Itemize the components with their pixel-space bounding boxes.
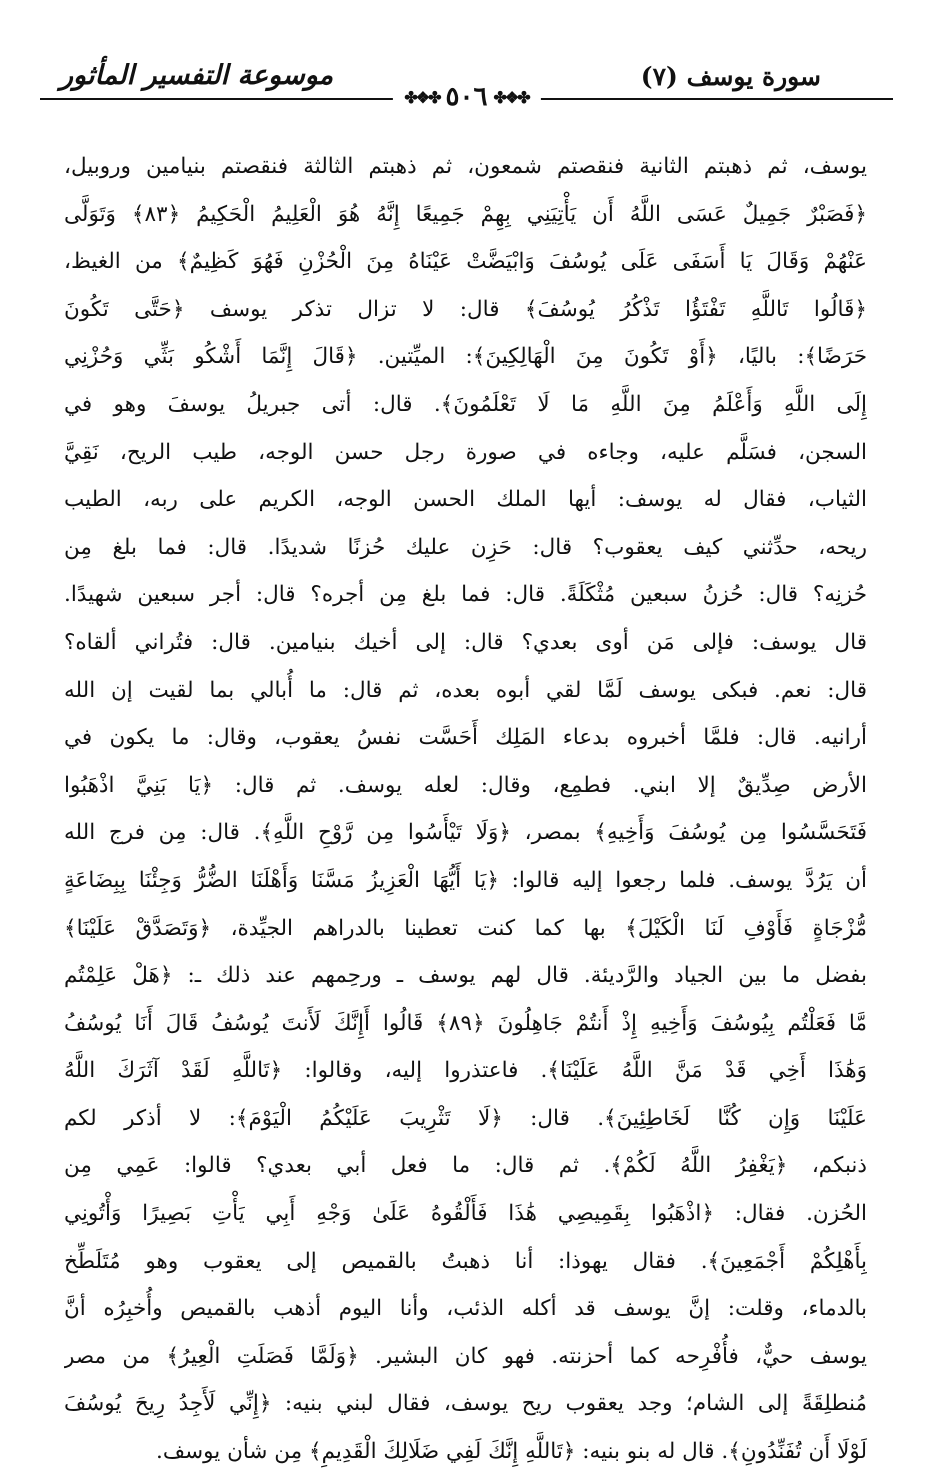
page-number-frame [392, 82, 540, 112]
page-header [40, 52, 893, 112]
text-line: أرانيه. قال: فلمَّا أخبروه بدعاء المَلِك أَحَسَّت نفسُ يعقوب، وقال: ما يكون في [64, 725, 867, 751]
page-number: ٥٠٦ [445, 82, 488, 112]
text-line: بِأَهْلِكُمْ أَجْمَعِينَ﴾. فقال يهوذا: أنا ذهبتُ بالقميص إلى يعقوب وهو مُتَلَطِّخ [64, 1248, 867, 1274]
text-line: الحُزن. فقال: ﴿اذْهَبُوا بِقَمِيصِي هَٰذَا فَأَلْقُوهُ عَلَىٰ وَجْهِ أَبِي يَأْتِ بَصِيرًا وَأْتُونِي [64, 1201, 867, 1227]
text-line: حَرَضًا﴾: باليًا، ﴿أَوْ تَكُونَ مِنَ الْهَالِكِينَ﴾: الميِّتين. ﴿قَالَ إِنَّمَا أَشْكُو بَثِّي وَحُزْنِي [64, 344, 867, 370]
text-line: ذنبكم، ﴿يَغْفِرُ اللَّهُ لَكُمْ﴾. ثم قال: ما فعل أبي بعدي؟ قالوا: عَمِي مِن [64, 1153, 867, 1179]
ornament-right-icon: ✤❖✤ [493, 87, 529, 107]
text-line: مُّزْجَاةٍ فَأَوْفِ لَنَا الْكَيْلَ﴾ بها كما كنت تعطينا بالدراهم الجيِّدة، ﴿وَتَصَدَّقْ عَلَيْنَا﴾ [64, 915, 867, 941]
text-line: أن يَرُدَّ يوسف. فلما رجعوا إليه قالوا: ﴿يَا أَيُّهَا الْعَزِيزُ مَسَّنَا وَأَهْلَنَا الضُّرُّ وَجِئْنَا بِبِضَاعَةٍ [64, 867, 867, 893]
text-line: فَتَحَسَّسُوا مِن يُوسُفَ وَأَخِيهِ﴾ بمصر، ﴿وَلَا تَيْأَسُوا مِن رَّوْحِ اللَّهِ﴾. قال: مِن فرج الله [64, 820, 867, 846]
text-line: الأرض صِدِّيقٌ إلا ابني. فطمِع، وقال: لعله يوسف. ثم قال: ﴿يَا بَنِيَّ اذْهَبُوا [64, 772, 867, 798]
text-line: بالدماء، وقلت: إنَّ يوسف قد أكله الذئب، وأنا اليوم أذهب بالقميص وأُخبِرُه أنَّ [64, 1296, 867, 1322]
text-line: يوسف، ثم ذهبتم الثانية فنقصتم شمعون، ثم ذهبتم الثالثة فنقصتم بنيامين وروبيل، [64, 154, 867, 179]
text-line: السجن، فسَلَّم عليه، وجاءه في صورة رجل حسن الوجه، طيب الريح، نَقِيَّ [64, 439, 867, 465]
text-line: ريحه، حدِّثني كيف يعقوب؟ قال: حَزِن عليك حُزنًا شديدًا. قال: فما بلغ مِن [64, 534, 867, 560]
text-line: بفضل ما بين الجياد والرَّديئة. قال لهم يوسف ـ ورحِمهم عند ذلك ـ: ﴿هَلْ عَلِمْتُم [64, 963, 867, 989]
text-line: إِلَى اللَّهِ وَأَعْلَمُ مِنَ اللَّهِ مَا لَا تَعْلَمُونَ﴾. قال: أتى جبريلُ يوسفَ وهو في [64, 391, 867, 417]
book-title: موسوعة التفسير المأثور [60, 60, 334, 91]
text-line: الثياب، فقال له يوسف: أيها الملك الحسن الوجه، الكريم على ربه، الطيب [64, 487, 867, 513]
text-line: عَلَيْنَا وَإِن كُنَّا لَخَاطِئِينَ﴾. قال: ﴿لَا تَثْرِيبَ عَلَيْكُمُ الْيَوْمَ﴾: لا أذكر لكم [64, 1105, 867, 1131]
ornament-left-icon: ✤❖✤ [404, 87, 440, 107]
text-line: ﴿فَصَبْرٌ جَمِيلٌ عَسَى اللَّهُ أَن يَأْتِيَنِي بِهِمْ جَمِيعًا إِنَّهُ هُوَ الْعَلِيمُ الْحَكِيمُ ﴿٨٣﴾ وَتَوَلَّى [64, 201, 867, 227]
text-line: قال: نعم. فبكى يوسف لَمَّا لقي أبوه بعده، ثم قال: ما أُبالي بما لقيت إن الله [64, 677, 867, 703]
surah-title: سورة يوسف (٧) [640, 62, 821, 91]
text-line: ﴿قَالُوا تَاللَّهِ تَفْتَؤُا تَذْكُرُ يُوسُفَ﴾ قال: لا تزال تذكر يوسف ﴿حَتَّى تَكُونَ [64, 296, 867, 322]
text-line: يوسف حيٌّ، فأُفْرِحه كما أحزنته. فهو كان البشير. ﴿وَلَمَّا فَصَلَتِ الْعِيرُ﴾ من مصر [64, 1343, 867, 1369]
text-line: مَّا فَعَلْتُم بِيُوسُفَ وَأَخِيهِ إِذْ أَنتُمْ جَاهِلُونَ ﴿٨٩﴾ قَالُوا أَإِنَّكَ لَأَنتَ يُوسُفُ قَالَ أَنَا يُوسُفُ [64, 1010, 867, 1036]
text-line: حُزنِه؟ قال: حُزنُ سبعين مُثْكَلَةً. قال: فما بلغ مِن أجره؟ قال: أجر سبعين شهيدًا. [64, 582, 867, 608]
text-line: وَهَٰذَا أَخِي قَدْ مَنَّ اللَّهُ عَلَيْنَا﴾. فاعتذروا إليه، وقالوا: ﴿تَاللَّهِ لَقَدْ آثَرَكَ اللَّهُ [64, 1058, 867, 1084]
page-body-text [64, 143, 867, 1476]
text-line: مُنطلِقَةً إلى الشام؛ وجد يعقوب ريح يوسف، فقال لبني بنيه: ﴿إِنِّي لَأَجِدُ رِيحَ يُوسُفَ [64, 1391, 867, 1417]
text-line: عَنْهُمْ وَقَالَ يَا أَسَفَى عَلَى يُوسُفَ وَابْيَضَّتْ عَيْنَاهُ مِنَ الْحُزْنِ فَهُوَ كَظِيمٌ﴾ من الغيظ، [64, 249, 867, 275]
text-line: قال يوسف: فإلى مَن أوى بعدي؟ قال: إلى أخيك بنيامين. قال: فتُراني ألقاه؟ [64, 629, 867, 655]
text-line: لَوْلَا أَن تُفَنِّدُونِ﴾. قال له بنو بنيه: ﴿تَاللَّهِ إِنَّكَ لَفِي ضَلَالِكَ الْقَدِيمِ﴾ مِن شأن يوسف. [156, 1439, 867, 1465]
